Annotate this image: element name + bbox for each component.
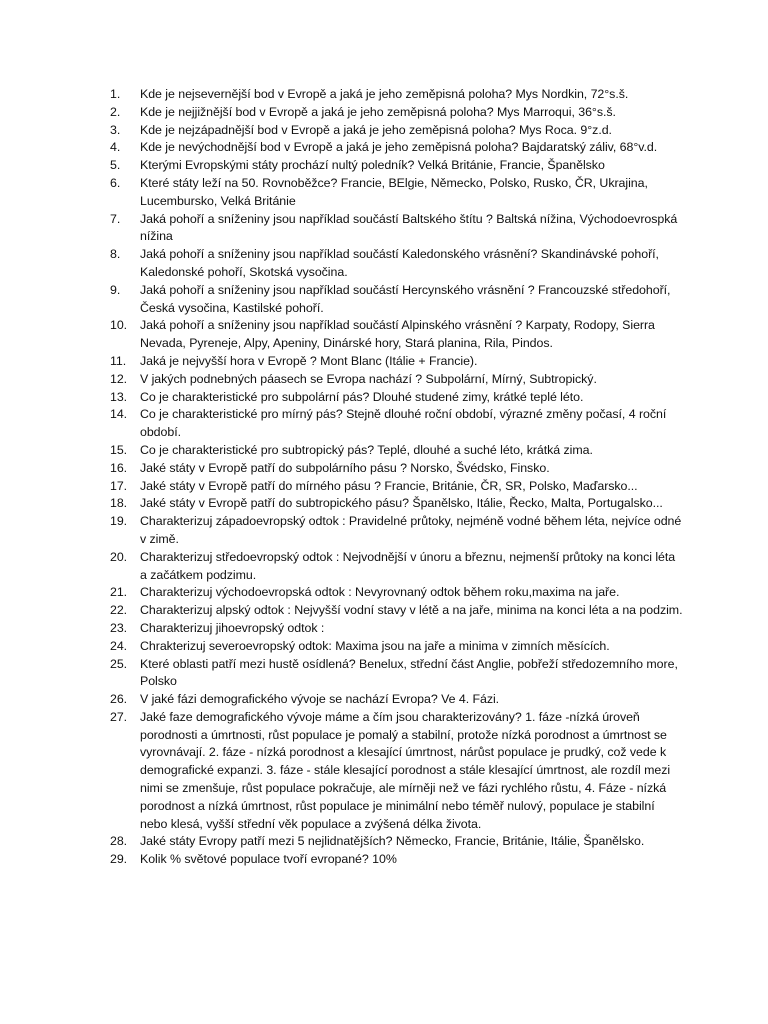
list-item xyxy=(104,709,684,834)
list-item xyxy=(104,86,684,104)
list-item xyxy=(104,851,684,869)
list-item xyxy=(104,246,684,282)
list-item-text: Kde je nejjižnější bod v Evropě a jaká je jeho zeměpisná poloha? Mys Marroqui, 36°s.š. xyxy=(140,104,616,119)
list-item-number: 4. xyxy=(110,140,121,155)
list-item-number: 13. xyxy=(110,389,128,404)
list-item xyxy=(104,139,684,157)
list-item-text: Jaká pohoří a sníženiny jsou například součástí Kaledonského vrásnění? Skandinávské pohoří, Kaledonské pohoří, Skotská vysočina. xyxy=(140,247,659,279)
list-item-number: 28. xyxy=(110,834,128,849)
list-item-text: Charakterizuj východoevropská odtok : Nevyrovnaný odtok během roku,maxima na jaře. xyxy=(140,585,620,600)
list-item xyxy=(104,460,684,478)
list-item-number: 20. xyxy=(110,549,128,564)
list-item-text: Charakterizuj středoevropský odtok : Nejvodnější v únoru a březnu, nejmenší průtoky na konci léta a začátkem podzimu. xyxy=(140,549,676,582)
list-item-number: 11. xyxy=(110,353,127,368)
list-item xyxy=(104,549,684,585)
list-item-number: 22. xyxy=(110,603,128,618)
question-list xyxy=(104,86,684,869)
list-item xyxy=(104,442,684,460)
list-item-number: 18. xyxy=(110,496,128,511)
list-item-text: Jaké státy v Evropě patří do mírného pásu ? Francie, Británie, ČR, SR, Polsko, Maďarsko... xyxy=(140,478,638,493)
list-item-text: Kterými Evropskými státy prochází nultý poledník? Velká Británie, Francie, Španělsko xyxy=(140,158,605,173)
list-item-number: 25. xyxy=(110,656,128,671)
list-item-text: Kde je nejzápadnější bod v Evropě a jaká je jeho zeměpisná poloha? Mys Roca. 9°z.d. xyxy=(140,122,612,137)
list-item-text: Jaké státy v Evropě patří do subtropického pásu? Španělsko, Itálie, Řecko, Malta, Portugalsko... xyxy=(140,496,663,511)
list-item-number: 29. xyxy=(110,852,128,867)
list-item-number: 27. xyxy=(110,709,128,724)
list-item xyxy=(104,833,684,851)
list-item-text: Co je charakteristické pro subtropický pás? Teplé, dlouhé a suché léto, krátká zima. xyxy=(140,442,593,457)
list-item xyxy=(104,211,684,247)
list-item-number: 23. xyxy=(110,620,128,635)
list-item-number: 2. xyxy=(110,104,121,119)
list-item-text: Co je charakteristické pro mírný pás? Stejně dlouhé roční období, výrazné změny počasí, 4 roční období. xyxy=(140,407,667,440)
list-item-number: 7. xyxy=(110,211,121,226)
list-item xyxy=(104,584,684,602)
list-item xyxy=(104,602,684,620)
list-item xyxy=(104,104,684,122)
list-item-number: 12. xyxy=(110,371,128,386)
list-item xyxy=(104,353,684,371)
list-item-number: 10. xyxy=(110,318,128,333)
list-item-number: 8. xyxy=(110,247,121,262)
list-item-text: Kde je nevýchodnější bod v Evropě a jaká je jeho zeměpisná poloha? Bajdaratský záliv, 68°v.d. xyxy=(140,140,658,155)
list-item-text: Které státy leží na 50. Rovnoběžce? Francie, BElgie, Německo, Polsko, Rusko, ČR, Ukrajina, Lucembursko, Velká Británie xyxy=(140,175,648,208)
list-item-text: Chrakterizuj severoevropský odtok: Maxima jsou na jaře a minima v zimních měsících. xyxy=(140,638,610,653)
list-item xyxy=(104,371,684,389)
list-item xyxy=(104,317,684,353)
list-item-text: Charakterizuj alpský odtok : Nejvyšší vodní stavy v létě a na jaře, minima na konci léta a na podzim. xyxy=(140,603,683,618)
list-item-text: V jaké fázi demografického vývoje se nachází Evropa? Ve 4. Fázi. xyxy=(140,692,500,707)
list-item-number: 3. xyxy=(110,122,121,137)
list-item xyxy=(104,513,684,549)
list-item-text: Jaká pohoří a sníženiny jsou například součástí Baltského štítu ? Baltská nížina, Východoevrospká nížina xyxy=(140,211,678,244)
list-item-text: V jakých podnebných páasech se Evropa nachází ? Subpolární, Mírný, Subtropický. xyxy=(140,371,597,386)
list-item-number: 5. xyxy=(110,158,121,173)
list-item-number: 15. xyxy=(110,442,128,457)
list-item-text: Charakterizuj jihoevropský odtok : xyxy=(140,620,325,635)
list-item-text: Které oblasti patří mezi hustě osídlená? Benelux, střední část Anglie, pobřeží středozemního more, Polsko xyxy=(140,656,678,689)
list-item-text: Jaká pohoří a sníženiny jsou například součástí Alpinského vrásnění ? Karpaty, Rodopy, Sierra Nevada, Pyreneje, Alpy, Apeniny, Dinárské hory, Stará planina, Rila, Pindos. xyxy=(140,318,655,351)
list-item xyxy=(104,157,684,175)
list-item-text: Kolik % světové populace tvoří evropané? 10% xyxy=(140,852,397,867)
list-item xyxy=(104,175,684,211)
list-item-number: 19. xyxy=(110,514,128,529)
list-item xyxy=(104,495,684,513)
list-item xyxy=(104,389,684,407)
list-item-text: Jaké faze demografického vývoje máme a čím jsou charakterizovány? 1. fáze -nízká úroveň porodnosti a úmrtnosti, růst populace je pomalý a stabilní, protože nízká porodnost a úmrtnost se vyrovnávají. 2. fáze - nízká porodnost a klesající úmrtnost, nárůst populace je prudký, což vede k demografické expanzi. 3. fáze - stále klesající porodnost a stále klesající úmrtnost, ale rozdíl mezi nimi se zmenšuje, růst populace pokračuje, ale mírněji než ve fázi rychlého růstu, 4. Fáze - nízká porodnost a nízká úmrtnost, růst populace je minimální nebo téměř nulový, populace je stabilní nebo klesá, vyšší střední věk populace a zvýšená délka života. xyxy=(140,709,671,831)
list-item-number: 9. xyxy=(110,282,121,297)
list-item xyxy=(104,122,684,140)
list-item xyxy=(104,638,684,656)
list-item-text: Co je charakteristické pro subpolární pás? Dlouhé studené zimy, krátké teplé léto. xyxy=(140,389,584,404)
list-item-text: Jaká pohoří a sníženiny jsou například součástí Hercynského vrásnění ? Francouzské středohoří, Česká vysočina, Kastilské pohoří. xyxy=(140,282,671,315)
list-item-number: 1. xyxy=(110,87,121,101)
list-item-number: 6. xyxy=(110,175,121,190)
list-item-text: Jaké státy v Evropě patří do subpolárního pásu ? Norsko, Švédsko, Finsko. xyxy=(140,460,550,475)
list-item-text: Jaká je nejvyšší hora v Evropě ? Mont Blanc (Itálie + Francie). xyxy=(140,353,478,368)
list-item xyxy=(104,282,684,318)
list-item xyxy=(104,656,684,692)
list-item-number: 26. xyxy=(110,692,128,707)
list-item-text: Charakterizuj západoevropský odtok : Pravidelné průtoky, nejméně vodné během léta, nejvíce odné v zimě. xyxy=(140,514,682,546)
list-item-number: 24. xyxy=(110,638,128,653)
list-item xyxy=(104,620,684,638)
list-item-text: Jaké státy Evropy patří mezi 5 nejlidnatějších? Německo, Francie, Británie, Itálie, Španělsko. xyxy=(140,834,645,849)
list-item-text: Kde je nejsevernější bod v Evropě a jaká je jeho zeměpisná poloha? Mys Nordkin, 72°s.š. xyxy=(140,87,629,101)
list-item-number: 17. xyxy=(110,478,128,493)
list-item-number: 14. xyxy=(110,407,128,422)
list-item-number: 16. xyxy=(110,460,128,475)
list-item xyxy=(104,691,684,709)
list-item xyxy=(104,406,684,442)
list-item-number: 21. xyxy=(110,585,128,600)
list-item xyxy=(104,478,684,496)
